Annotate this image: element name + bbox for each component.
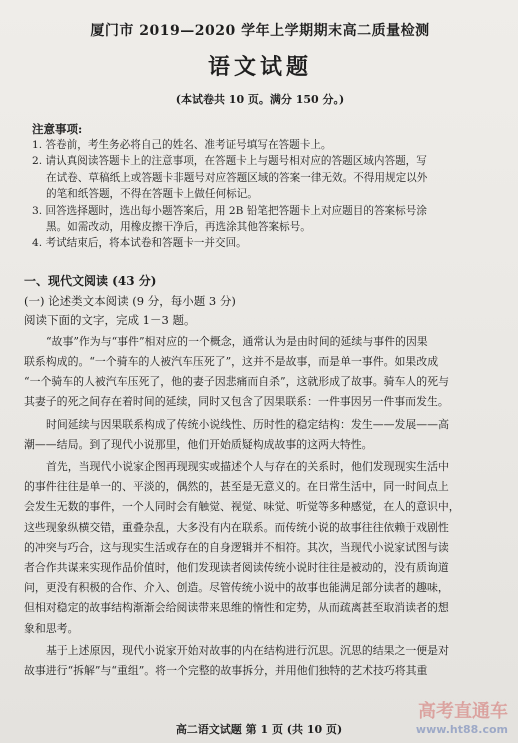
page-title: 语文试题 <box>207 54 312 80</box>
site-watermark <box>416 703 508 739</box>
passage-line: 其妻子的死之间存在着时间的延续，同时又包含了因果联系：一件事因另一件事而发生。 <box>24 395 449 409</box>
note-item: 的笔和纸答题，不得在答题卡上做任何标记。 <box>46 188 258 201</box>
note-item: 3. 回答选择题时，选出每小题答案后，用 2B 铅笔把答题卡上对应题目的答案标号涂 <box>32 204 427 217</box>
passage-line: 但相对稳定的故事结构渐渐会给阅读带来思维的惰性和定势，从而疏离甚至取消读者的想 <box>24 601 449 615</box>
note-item: 在试卷、草稿纸上或答题卡非题号对应答题区域的答案一律无效。不得用规定以外 <box>46 171 428 184</box>
passage-line: 的冲突与巧合，这与现实生活或存在的自身逻辑并不相符。其次，当现代小说家试图与读 <box>24 540 449 554</box>
notes-list <box>24 137 496 252</box>
passage-paragraph-1 <box>24 332 496 413</box>
exam-header: 厦门市 2019—2020 学年上学期期末高二质量检测 <box>90 23 430 39</box>
notes-heading: 注意事项: <box>32 122 83 136</box>
passage-line: 的事件往往是单一的、平淡的，偶然的，甚至是无意义的。在日常生活中，同一时间点上 <box>24 480 449 494</box>
passage-paragraph-4 <box>24 641 496 681</box>
passage-line: 这些现象纵横交错，重叠杂乱，大多没有内在联系。而传统小说的故事往往依赖于戏剧性 <box>24 520 449 534</box>
passage-line: “一个骑车的人被汽车压死了，他的妻子因悲痛而自杀”，这就形成了故事。骑车人的死与 <box>24 375 449 389</box>
passage-paragraph-3 <box>24 457 496 639</box>
passage-line: 潮——结局。到了现代小说那里，他们开始质疑构成故事的这两大特性。 <box>24 437 373 451</box>
passage-paragraph-2 <box>24 415 496 455</box>
passage-line: 者合作共谋来实现作品价值时，他们发现读者阅读传统小说时往往是被动的，没有质询道 <box>24 561 449 575</box>
sub-section-heading: (一) 论述类文本阅读 (9 分，每小题 3 分) <box>24 293 236 308</box>
watermark-url: www.ht88.com <box>415 723 508 736</box>
note-item: 黑。如需改动，用橡皮擦干净后，再选涂其他答案标号。 <box>46 221 311 234</box>
passage-line: “故事”作为与“事件”相对应的一个概念，通常认为是由时间的延续与事件的因果 <box>46 334 428 348</box>
page-footer: 高二语文试题 第 1 页 (共 10 页) <box>175 723 343 736</box>
paper-note: (本试卷共 10 页。满分 150 分。) <box>175 93 345 106</box>
passage-line: 象和思考。 <box>24 621 79 635</box>
section-heading: 一、现代文阅读 (43 分) <box>24 273 157 288</box>
passage-line: 故事进行“拆解”与“重组”。将一个完整的故事拆分，并用他们独特的艺术技巧将其重 <box>24 664 428 678</box>
passage-line: 基于上述原因，现代小说家开始对故事的内在结构进行沉思。沉思的结果之一便是对 <box>46 643 449 657</box>
passage-line: 问，更没有积极的合作、介入、创造。尽管传统小说中的故事也能满足部分读者的趣味， <box>24 581 449 595</box>
note-item: 1. 答卷前，考生务必将自己的姓名、准考证号填写在答题卡上。 <box>32 139 332 151</box>
note-item: 2. 请认真阅读答题卡上的注意事项，在答题卡上与题号相对应的答题区域内答题，写 <box>32 155 427 168</box>
passage-line: 时间延续与因果联系构成了传统小说线性、历时性的稳定结构：发生——发展——高 <box>46 417 449 431</box>
passage-line: 会发生无数的事件，一个人同时会有触觉、视觉、味觉、听觉等多种感觉，在人的意识中， <box>24 500 460 514</box>
passage-line: 联系构成的。“一个骑车的人被汽车压死了”，这并不是故事，而是单一事件。如果改成 <box>24 355 439 369</box>
watermark-text: 高考直通车 <box>418 701 508 722</box>
note-item: 4. 考试结束后，将本试卷和答题卡一并交回。 <box>32 237 247 250</box>
reading-instruction: 阅读下面的文字，完成 1－3 题。 <box>24 312 196 327</box>
passage-line: 首先，当现代小说家企图再现现实或描述个人与存在的关系时，他们发现现实生活中 <box>46 460 449 474</box>
